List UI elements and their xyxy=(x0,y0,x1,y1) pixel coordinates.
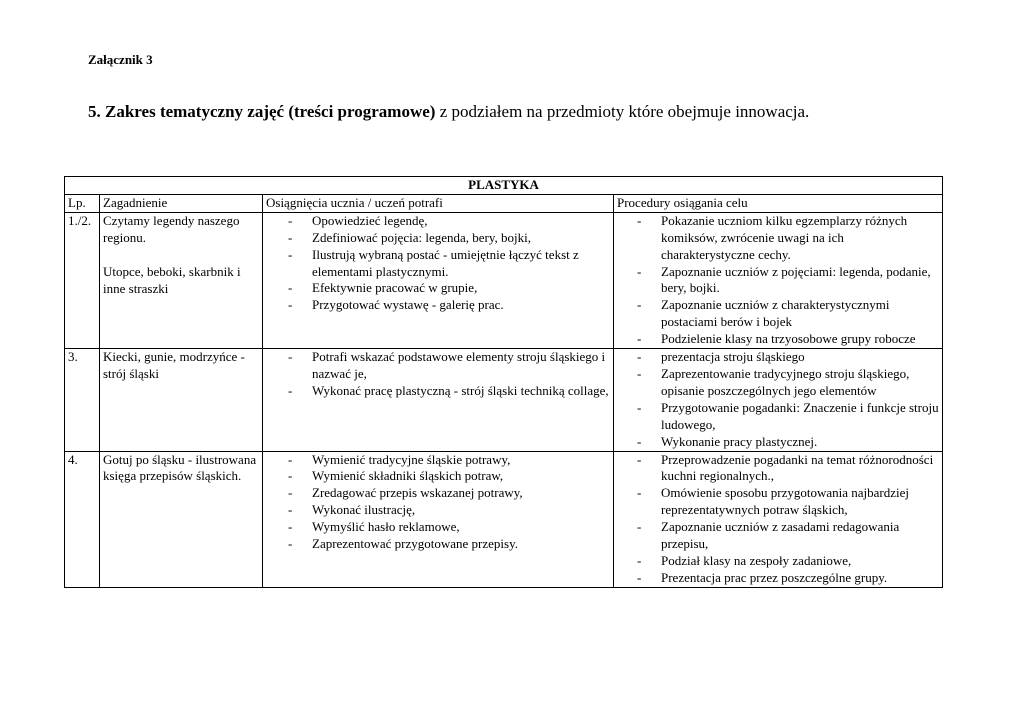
list-item: - Prezentacja prac przez poszczególne grupy. xyxy=(637,570,939,587)
topic-text: Gotuj po śląsku - ilustrowana księga przepisów śląskich. xyxy=(103,451,257,484)
list-item: - prezentacja stroju śląskiego xyxy=(637,349,939,366)
list-item: - Przygotować wystawę - galerię prac. xyxy=(288,297,610,314)
topic-text: Kiecki, gunie, modrzyńce - strój śląski xyxy=(103,349,245,381)
topic-text: Czytamy legendy naszego regionu. xyxy=(103,212,240,245)
list-item: - Ilustrują wybraną postać - umiejętnie łączyć tekst z elementami plastycznymi. xyxy=(288,247,610,281)
table-header-row xyxy=(65,194,943,212)
list-item: - Opowiedzieć legendę, xyxy=(288,213,610,230)
header-achievements: Osiągnięcia ucznia / uczeń potrafi xyxy=(263,194,614,212)
annex-label: Załącznik 3 xyxy=(88,52,153,67)
topic-text: Utopce, beboki, skarbnik i inne straszki xyxy=(103,263,241,296)
row-topic xyxy=(100,212,263,348)
list-item: - Potrafi wskazać podstawowe elementy stroju śląskiego i nazwać je, xyxy=(288,349,610,383)
list-item: - Wymyślić hasło reklamowe, xyxy=(288,519,610,536)
list-item: - Zapoznanie uczniów z zasadami redagowania przepisu, xyxy=(637,519,939,553)
row-lp: 4. xyxy=(65,451,100,587)
list-item: - Zdefiniować pojęcia: legenda, bery, bojki, xyxy=(288,230,610,247)
section-heading-bold: 5. Zakres tematyczny zajęć (treści programowe) xyxy=(88,102,436,121)
row-topic xyxy=(100,349,263,451)
row-lp: 3. xyxy=(65,349,100,451)
section-heading xyxy=(88,102,809,122)
list-item: - Wykonać ilustrację, xyxy=(288,502,610,519)
row-topic xyxy=(100,451,263,587)
header-procedures: Procedury osiągania celu xyxy=(614,194,943,212)
curriculum-table xyxy=(64,176,943,588)
row-achievements xyxy=(263,451,614,587)
list-item: - Zaprezentować przygotowane przepisy. xyxy=(288,536,610,553)
list-item: - Wykonać pracę plastyczną - strój śląski techniką collage, xyxy=(288,383,610,400)
table-row xyxy=(65,349,943,451)
list-item: - Zapoznanie uczniów z pojęciami: legenda, podanie, bery, bojki. xyxy=(637,264,939,298)
table-row xyxy=(65,451,943,587)
list-item: - Zredagować przepis wskazanej potrawy, xyxy=(288,485,610,502)
list-item: - Efektywnie pracować w grupie, xyxy=(288,280,610,297)
row-achievements xyxy=(263,349,614,451)
list-item: - Podział klasy na zespoły zadaniowe, xyxy=(637,553,939,570)
list-item: - Wykonanie pracy plastycznej. xyxy=(637,434,939,451)
list-item: - Zapoznanie uczniów z charakterystycznymi postaciami berów i bojek xyxy=(637,297,939,331)
list-item: - Omówienie sposobu przygotowania najbardziej reprezentatywnych potraw śląskich, xyxy=(637,485,939,519)
table-title: PLASTYKA xyxy=(65,177,943,195)
list-item: - Podzielenie klasy na trzyosobowe grupy robocze xyxy=(637,331,939,348)
list-item: - Wymienić tradycyjne śląskie potrawy, xyxy=(288,452,610,469)
header-lp: Lp. xyxy=(65,194,100,212)
row-achievements xyxy=(263,212,614,348)
list-item: - Pokazanie uczniom kilku egzemplarzy różnych komiksów, zwrócenie uwagi na ich charakterystyczne cechy. xyxy=(637,213,939,264)
list-item: - Wymienić składniki śląskich potraw, xyxy=(288,468,610,485)
list-item: - Przygotowanie pogadanki: Znaczenie i funkcje stroju ludowego, xyxy=(637,400,939,434)
list-item: - Zaprezentowanie tradycyjnego stroju śląskiego, opisanie poszczególnych jego elementów xyxy=(637,366,939,400)
row-procedures xyxy=(614,349,943,451)
row-procedures xyxy=(614,451,943,587)
table-row xyxy=(65,212,943,348)
list-item: - Przeprowadzenie pogadanki na temat różnorodności kuchni regionalnych., xyxy=(637,452,939,486)
header-topic: Zagadnienie xyxy=(100,194,263,212)
row-procedures xyxy=(614,212,943,348)
section-heading-rest: z podziałem na przedmioty które obejmuje innowacja. xyxy=(435,102,810,121)
row-lp: 1./2. xyxy=(65,212,100,348)
